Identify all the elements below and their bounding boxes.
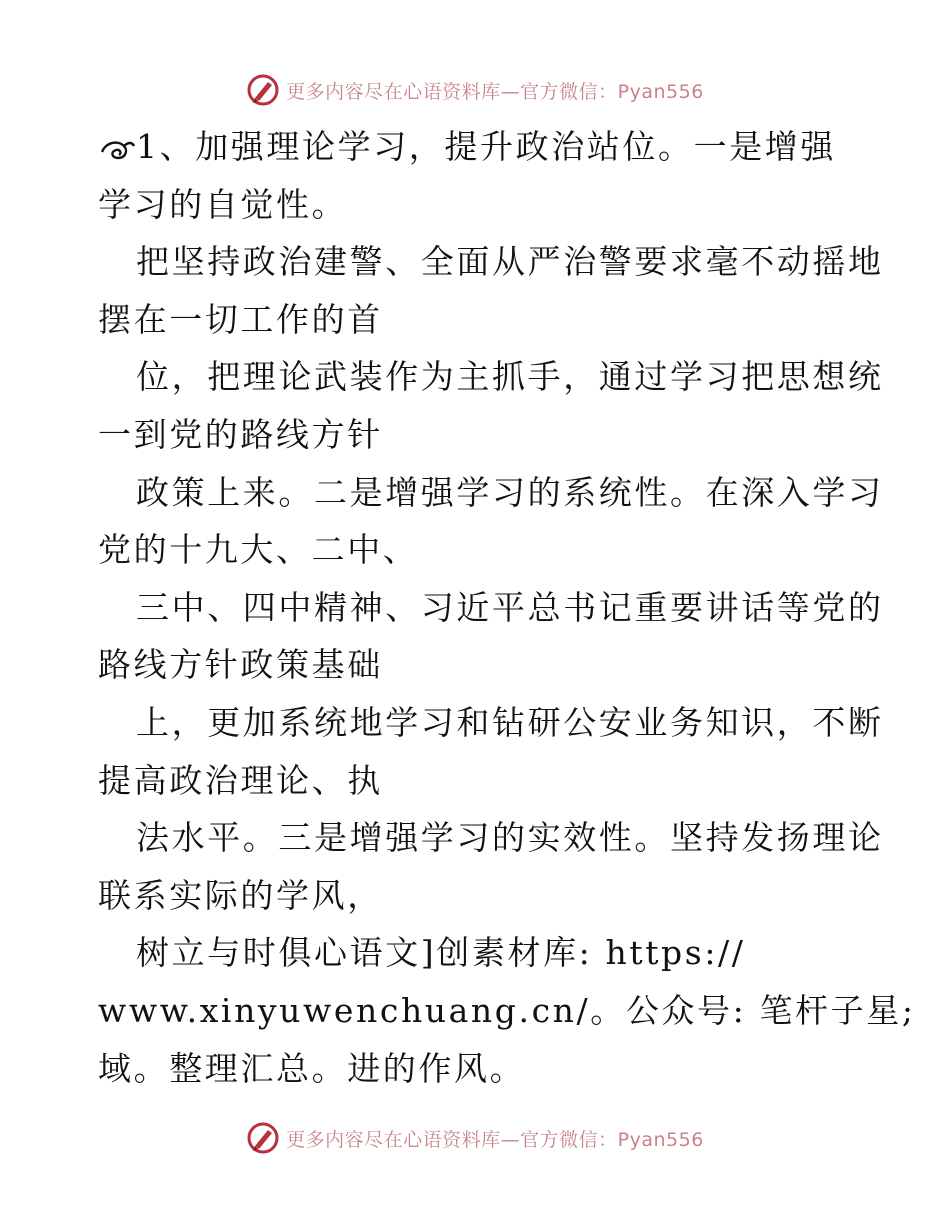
- document-body: [98, 118, 916, 1097]
- header-banner-text: 更多内容尽在心语资料库—官方微信：Pyan556: [286, 80, 704, 103]
- text-line-5: 位，把理论武装作为主抓手，通过学习把思想统: [136, 357, 884, 397]
- text-line-7: 政策上来。二是增强学习的系统性。在深入学习: [136, 472, 884, 512]
- text-line-12: 提高政治理论、执: [98, 760, 383, 800]
- footer-banner-text: 更多内容尽在心语资料库—官方微信：Pyan556: [286, 1128, 704, 1151]
- header-banner: [0, 70, 950, 110]
- pen-circle-logo-icon: [246, 1121, 280, 1155]
- leaf-bullet-icon: [98, 134, 136, 164]
- footer-banner: [0, 1118, 950, 1158]
- text-line-1: 1、加强理论学习，提升政治站位。一是增强: [98, 118, 858, 176]
- text-line-17: 域。整理汇总。进的作风。: [98, 1048, 526, 1088]
- text-line-13: 法水平。三是增强学习的实效性。坚持发扬理论: [136, 818, 884, 858]
- text-line-15: 树立与时俱心语文]创素材库: https://: [136, 933, 746, 973]
- text-line-14: 联系实际的学风，: [98, 875, 383, 915]
- text-line-2: 学习的自觉性。: [98, 184, 348, 224]
- text-line-9: 三中、四中精神、习近平总书记重要讲话等党的: [136, 587, 884, 627]
- text-line-3: 把坚持政治建警、全面从严治警要求毫不动摇地: [136, 242, 884, 282]
- pen-circle-logo-icon: [246, 73, 280, 107]
- text-line-16: www.xinyuwenchuang.cn/。公众号: 笔杆子星;: [98, 990, 916, 1030]
- text-line-6: 一到党的路线方针: [98, 414, 383, 454]
- text-line-10: 路线方针政策基础: [98, 645, 383, 685]
- text-line-4: 摆在一切工作的首: [98, 299, 383, 339]
- text-line-11: 上，更加系统地学习和钻研公安业务知识，不断: [136, 702, 884, 742]
- text-line-8: 党的十九大、二中、: [98, 530, 419, 570]
